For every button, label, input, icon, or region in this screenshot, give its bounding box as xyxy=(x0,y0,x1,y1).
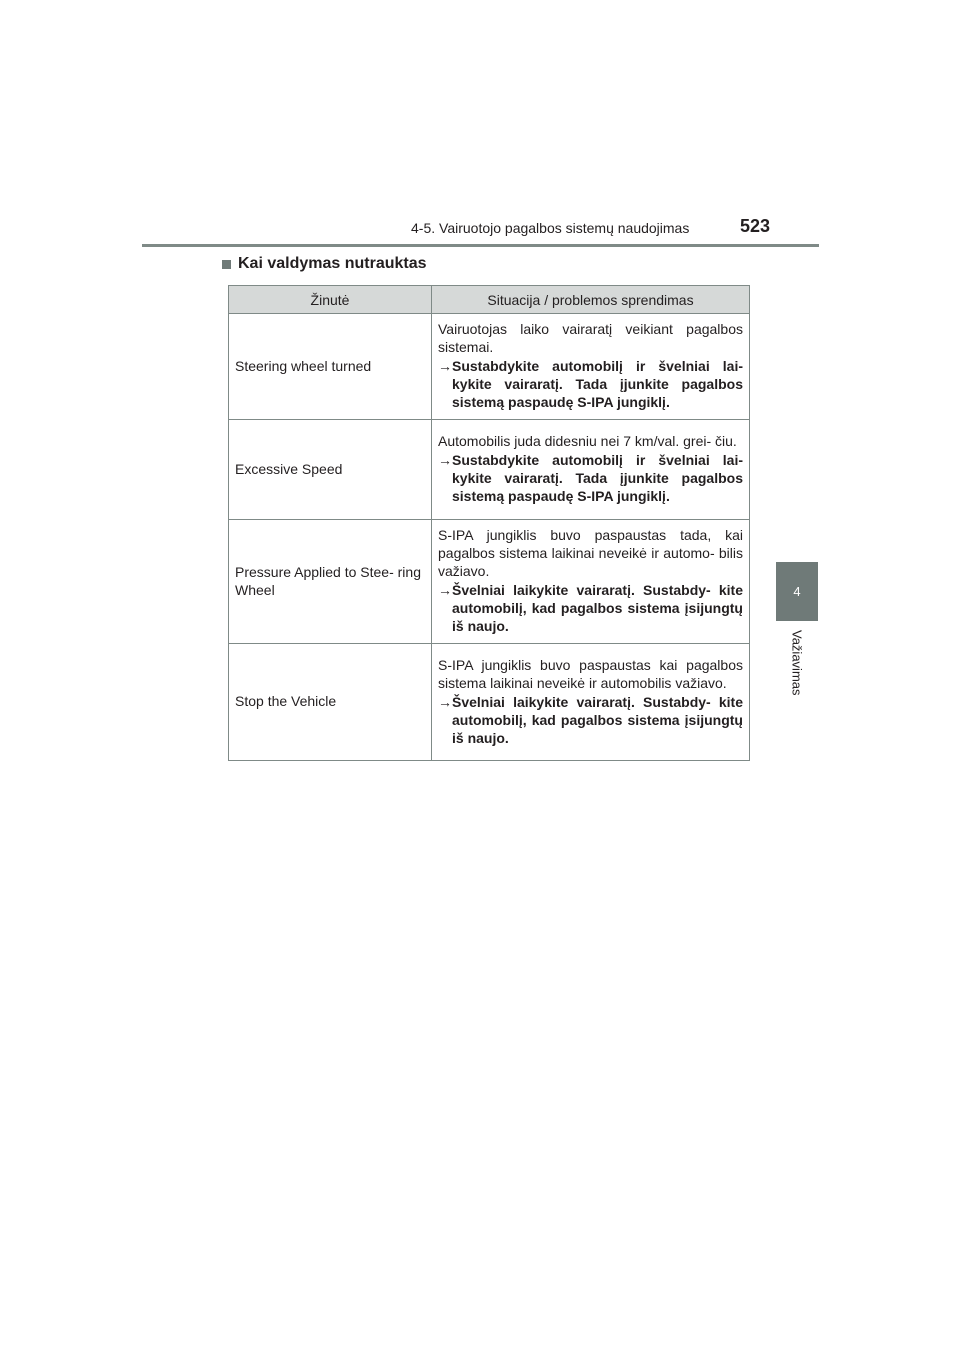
situation-cell xyxy=(432,644,750,761)
situation-cell xyxy=(432,420,750,520)
solution-text: Sustabdykite automobilį ir švelniai lai- kykite vairaratį. Tada įjunkite pagalbos sistemą paspaudę S-IPA jungiklį. xyxy=(452,452,743,504)
arrow-right-icon: → xyxy=(438,582,452,598)
table-row xyxy=(229,314,750,420)
situation-text: S-IPA jungiklis buvo paspaustas tada, kai pagalbos sistema laikinai neveikė ir automo- bilis važiavo. xyxy=(438,527,743,579)
message-cell: Stop the Vehicle xyxy=(229,644,432,761)
column-header-situation: Situacija / problemos sprendimas xyxy=(432,286,750,314)
message-cell: Steering wheel turned xyxy=(229,314,432,420)
chapter-number: 4 xyxy=(793,584,801,599)
situation-text: Automobilis juda didesniu nei 7 km/val. grei- čiu. xyxy=(438,433,737,449)
situation-text: Vairuotojas laiko vairaratį veikiant pagalbos sistemai. xyxy=(438,321,743,355)
solution-text: Švelniai laikykite vairaratį. Sustabdy- kite automobilį, kad pagalbos sistema įsijungtų iš naujo. xyxy=(452,582,743,634)
table-row xyxy=(229,420,750,520)
table-row xyxy=(229,644,750,761)
solution-text: Švelniai laikykite vairaratį. Sustabdy- kite automobilį, kad pagalbos sistema įsijungtų iš naujo. xyxy=(452,693,743,746)
section-heading xyxy=(222,255,427,273)
column-header-message: Žinutė xyxy=(229,286,432,314)
chapter-tab xyxy=(776,562,818,621)
arrow-right-icon: → xyxy=(438,693,452,710)
solution-text: Sustabdykite automobilį ir švelniai lai- kykite vairaratį. Tada įjunkite pagalbos sistemą paspaudę S-IPA jungiklį. xyxy=(452,358,743,410)
messages-table xyxy=(228,285,750,761)
square-bullet-icon xyxy=(222,260,231,269)
solution xyxy=(438,357,743,411)
chapter-label-text: Važiavimas xyxy=(789,630,805,696)
solution xyxy=(438,581,743,635)
page-number: 523 xyxy=(740,216,771,236)
section-heading-text: Kai valdymas nutrauktas xyxy=(238,255,427,272)
table-header-row xyxy=(229,286,750,314)
situation-cell xyxy=(432,520,750,644)
arrow-right-icon: → xyxy=(438,358,452,374)
solution xyxy=(438,693,743,747)
chapter-label xyxy=(776,630,818,710)
message-cell: Excessive Speed xyxy=(229,420,432,520)
header-rule xyxy=(142,244,819,247)
situation-text: S-IPA jungiklis buvo paspaustas kai pagalbos sistema laikinai neveikė ir automobilis važiavo. xyxy=(438,656,743,691)
table-row xyxy=(229,520,750,644)
header-title: 4-5. Vairuotojo pagalbos sistemų naudojimas xyxy=(411,220,690,236)
arrow-right-icon: → xyxy=(438,452,452,468)
message-cell: Pressure Applied to Stee- ring Wheel xyxy=(229,520,432,644)
situation-cell xyxy=(432,314,750,420)
solution xyxy=(438,451,743,505)
